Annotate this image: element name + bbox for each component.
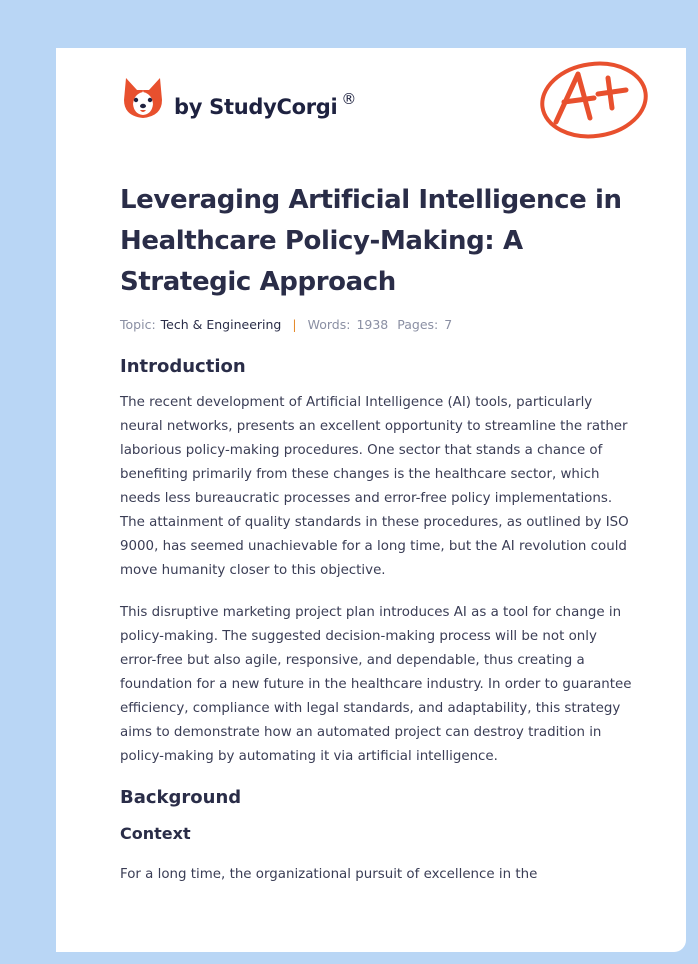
topic-label: Topic: (120, 317, 156, 332)
meta-separator: | (292, 317, 297, 332)
topic-link[interactable]: Tech & Engineering (160, 317, 282, 332)
a-plus-grade-icon (538, 58, 650, 146)
pages-count: 7 (444, 317, 453, 332)
document-title: Leveraging Artificial Intelligence in Healthcare Policy-Making: A Strategic Approach (120, 185, 622, 297)
words-count: 1938 (356, 317, 389, 332)
document-meta (120, 317, 632, 332)
header (56, 48, 686, 168)
brand-logo[interactable] (122, 76, 356, 120)
corgi-icon (122, 76, 164, 120)
pages-label: Pages: (397, 317, 439, 332)
registered-mark: ® (341, 90, 357, 108)
words-label: Words: (307, 317, 351, 332)
background-heading: Background (120, 787, 242, 808)
document-page (56, 48, 686, 952)
document-content (120, 180, 632, 887)
introduction-paragraph-1: The recent development of Artificial Intelligence (AI) tools, particularly neural networks, presents an excellent opportunity to streamline the rather laborious policy-making procedures. One sector that stands a chance of benefiting primarily from these changes is the healthcare sector, which needs less bureaucratic processes and error-free policy implementations. The attainment of quality standards in these procedures, as outlined by ISO 9000, has seemed unachievable for a long time, but the AI revolution could move humanity closer to this objective. (120, 395, 629, 578)
context-subheading: Context (120, 824, 191, 843)
context-paragraph: For a long time, the organizational pursuit of excellence in the (120, 867, 538, 882)
brand-name: by StudyCorgi ® (174, 90, 357, 119)
introduction-paragraph-2: This disruptive marketing project plan introduces AI as a tool for change in policy-making. The suggested decision-making process will be not only error-free but also agile, responsive, and dependable, thus creating a foundation for a new future in the healthcare industry. In order to guarantee efficiency, compliance with legal standards, and adaptability, this strategy aims to demonstrate how an automated project can destroy tradition in policy-making by automating it via artificial intelligence. (120, 605, 632, 764)
introduction-heading: Introduction (120, 356, 246, 377)
